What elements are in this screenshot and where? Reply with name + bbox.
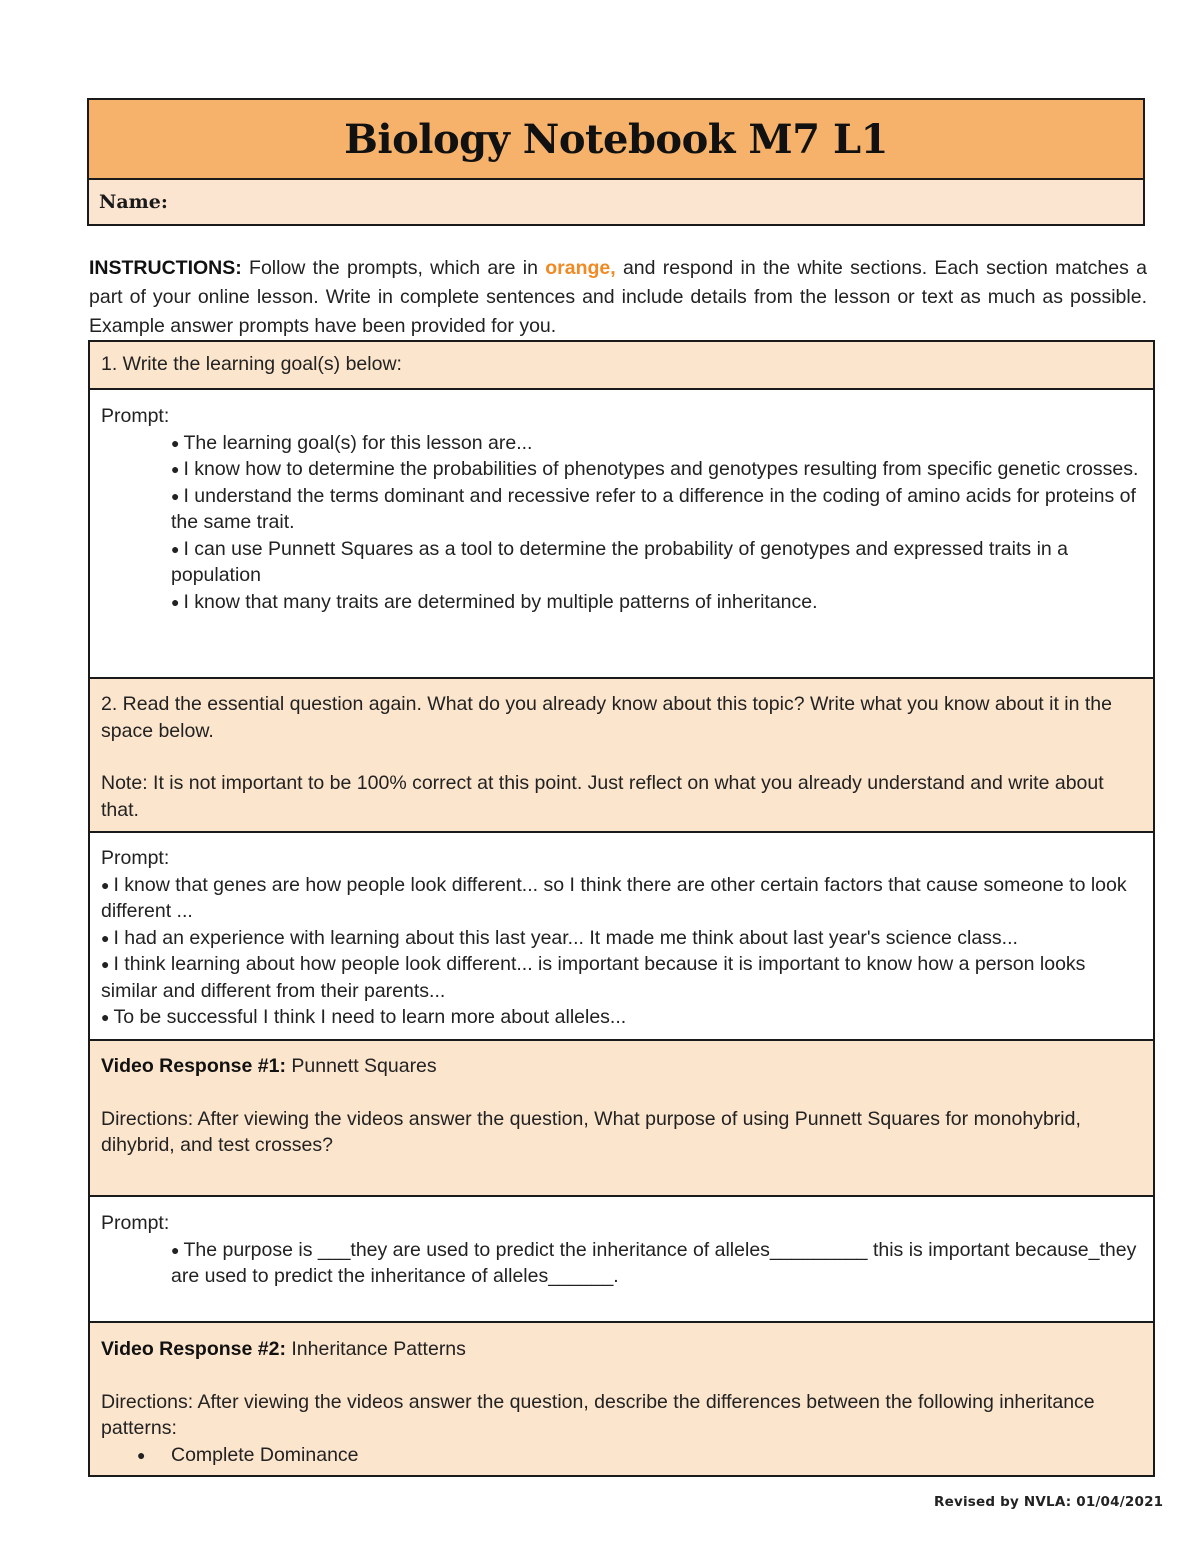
header-box (87, 98, 1145, 226)
revision-footer: Revised by NVLA: 01/04/2021 (934, 1494, 1164, 1510)
list-item: ● Complete Dominance (101, 1442, 1143, 1469)
bullet-icon: ● (171, 540, 180, 557)
name-field[interactable] (89, 180, 1143, 224)
bullet-icon: ● (101, 1009, 110, 1025)
video2-heading (101, 1336, 1143, 1363)
list-item: ● The learning goal(s) for this lesson are... (171, 431, 533, 454)
list-item: ● I think learning about how people look different... is important because it is important to know how a person looks similar and different from their parents... (101, 953, 1086, 1002)
bullet-icon: ● (171, 1241, 180, 1258)
video2-label: Video Response #2: (101, 1338, 286, 1360)
list-item: ● The purpose is ___they are used to predict the inheritance of alleles_________ this is important because_they are used to predict the inheritance of alleles______. (171, 1238, 1137, 1287)
bullet-icon: ● (101, 956, 110, 972)
bullet-icon: ● (171, 593, 180, 610)
instructions-orange-word: orange, (545, 257, 616, 279)
video2-directions: Directions: After viewing the videos answer the question, describe the differences between the following inheritance patterns: (101, 1390, 1095, 1439)
video2-topic: Inheritance Patterns (285, 1338, 466, 1360)
title-row (89, 100, 1143, 180)
video1-directions: Directions: After viewing the videos answer the question, What purpose of using Punnett Squares for monohybrid, dihybrid, and test crosses? (101, 1107, 1081, 1156)
page-title: Biology Notebook M7 L1 (344, 115, 888, 163)
bullet-icon: ● (171, 434, 180, 451)
bullet-icon: ● (101, 876, 110, 893)
video1-topic: Punnett Squares (285, 1055, 437, 1077)
section2-note: Note: It is not important to be 100% correct at this point. Just reflect on what you already understand and write about that. (101, 772, 1104, 821)
notebook-table (88, 340, 1155, 1477)
video1-question-cell (90, 1039, 1153, 1195)
list-item: ● I know that genes are how people look different... so I think there are other certain factors that cause someone to look different ... (101, 873, 1127, 922)
list-item: ● I know that many traits are determined by multiple patterns of inheritance. (171, 590, 818, 613)
bullet-icon: ● (171, 487, 180, 504)
list-item: ● I understand the terms dominant and recessive refer to a difference in the coding of amino acids for proteins of the same trait. (171, 484, 1136, 533)
video1-response-cell[interactable] (90, 1195, 1153, 1321)
section2-prompt-label: Prompt: (101, 847, 170, 869)
video2-question-cell (90, 1321, 1153, 1475)
bullet-icon: ● (101, 929, 110, 946)
section2-response-cell[interactable] (90, 831, 1153, 1039)
video1-prompt-label: Prompt: (101, 1212, 170, 1234)
list-item: ● I know how to determine the probabilities of phenotypes and genotypes resulting from specific genetic crosses. (171, 458, 1139, 480)
section2-question-cell (90, 677, 1153, 831)
bullet-icon: ● (171, 461, 180, 477)
section1-prompt-label: Prompt: (101, 405, 170, 427)
name-label: Name: (99, 191, 168, 213)
section1-bullets (101, 430, 1143, 616)
list-item: ● To be successful I think I need to learn more about alleles... (101, 1006, 627, 1028)
section1-response-cell[interactable] (90, 388, 1153, 677)
instructions-lead: INSTRUCTIONS: (89, 257, 242, 279)
list-item: ● I had an experience with learning about this last year... It made me think about last year's science class... (101, 926, 1018, 949)
section1-question-cell (90, 342, 1153, 388)
section2-question: 2. Read the essential question again. What do you already know about this topic? Write what you know about it in the space below. (101, 693, 1113, 742)
video1-heading (101, 1053, 1143, 1080)
list-item: ● I can use Punnett Squares as a tool to determine the probability of genotypes and expressed traits in a population (171, 537, 1069, 586)
instructions (89, 254, 1147, 341)
bullet-icon: ● (137, 1446, 146, 1463)
instructions-part1: Follow the prompts, which are in (241, 257, 546, 279)
video1-label: Video Response #1: (101, 1055, 286, 1077)
section1-question: 1. Write the learning goal(s) below: (101, 353, 402, 375)
instructions-part2: and respond in the white sections. Each section matches a part of your online lesson. Write in complete sentences and include details from the lesson or text as much as possible. Example answer prompts have been provided for you. (89, 257, 1147, 337)
